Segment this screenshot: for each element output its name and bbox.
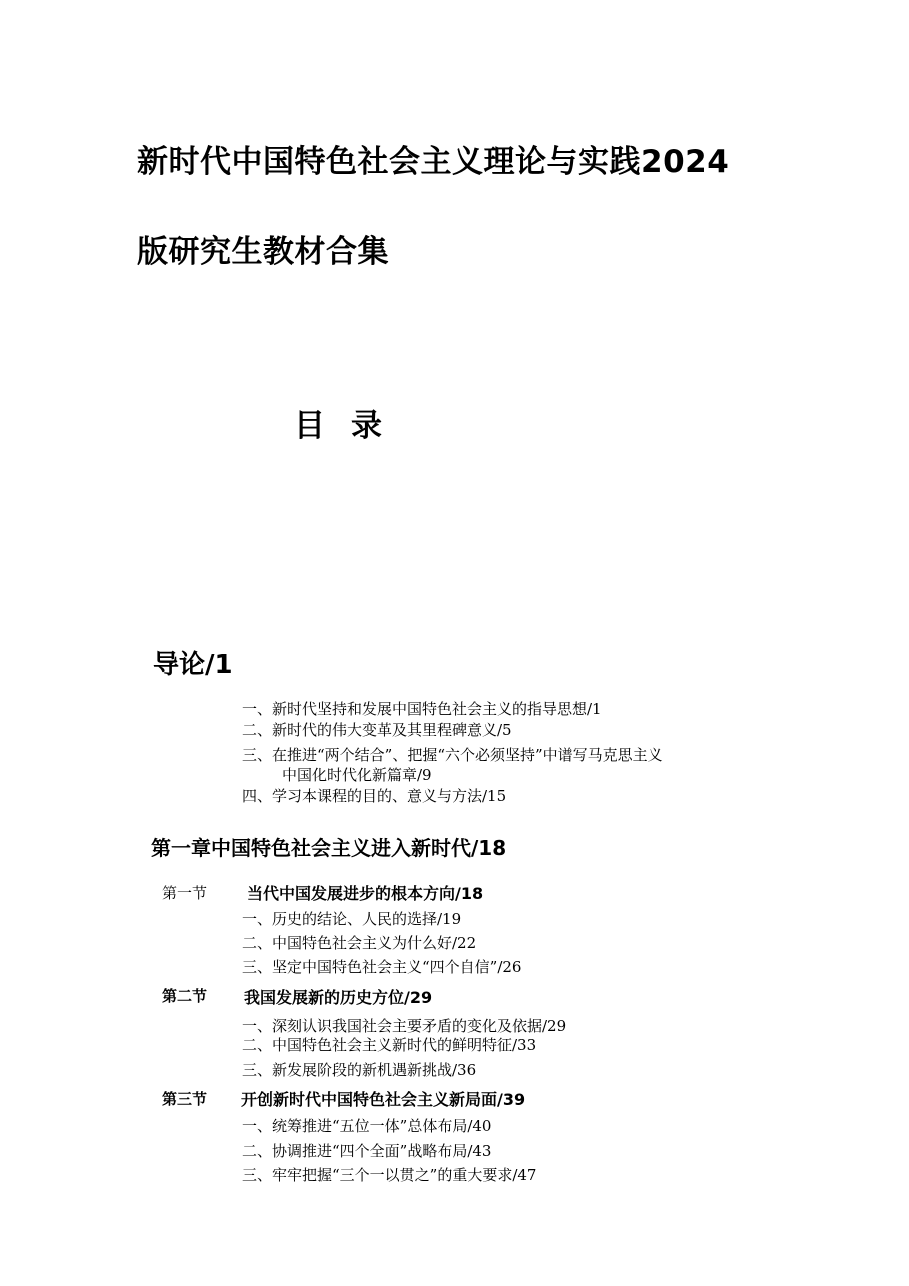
toc-item: 三、在推进“两个结合”、把握“六个必须坚持”中谱写马克思主义 [242, 746, 663, 764]
toc-item: 二、新时代的伟大变革及其里程碑意义/5 [242, 721, 512, 739]
section-number: 第一节 [162, 884, 208, 902]
document-title-line-2: 版研究生教材合集 [137, 234, 389, 270]
toc-item: 二、中国特色社会主义新时代的鲜明特征/33 [242, 1036, 537, 1054]
toc-item: 三、新发展阶段的新机遇新挑战/36 [242, 1061, 477, 1079]
section-number: 第三节 [162, 1090, 208, 1108]
chapter-heading: 第一章中国特色社会主义进入新时代/18 [151, 836, 507, 860]
section-title: 开创新时代中国特色社会主义新局面/39 [241, 1090, 526, 1109]
toc-item: 一、统筹推进“五位一体”总体布局/40 [242, 1117, 492, 1135]
section-title: 我国发展新的历史方位/29 [244, 988, 433, 1007]
toc-item: 一、新时代坚持和发展中国特色社会主义的指导思想/1 [242, 700, 602, 718]
toc-item-continuation: 中国化时代化新篇章/9 [282, 766, 432, 784]
toc-item: 三、牢牢把握“三个一以贯之”的重大要求/47 [242, 1166, 537, 1184]
toc-heading: 目录 [294, 408, 408, 444]
document-title-line-1: 新时代中国特色社会主义理论与实践2024 [137, 144, 730, 180]
toc-item: 一、深刻认识我国社会主要矛盾的变化及依据/29 [242, 1017, 567, 1035]
intro-heading: 导论/1 [153, 650, 233, 680]
toc-item: 四、学习本课程的目的、意义与方法/15 [242, 787, 507, 805]
toc-item: 二、协调推进“四个全面”战略布局/43 [242, 1142, 492, 1160]
section-title: 当代中国发展进步的根本方向/18 [247, 884, 484, 903]
toc-item: 二、中国特色社会主义为什么好/22 [242, 934, 477, 952]
toc-item: 三、坚定中国特色社会主义“四个自信”/26 [242, 958, 522, 976]
section-number: 第二节 [162, 987, 208, 1005]
toc-item: 一、历史的结论、人民的选择/19 [242, 910, 462, 928]
